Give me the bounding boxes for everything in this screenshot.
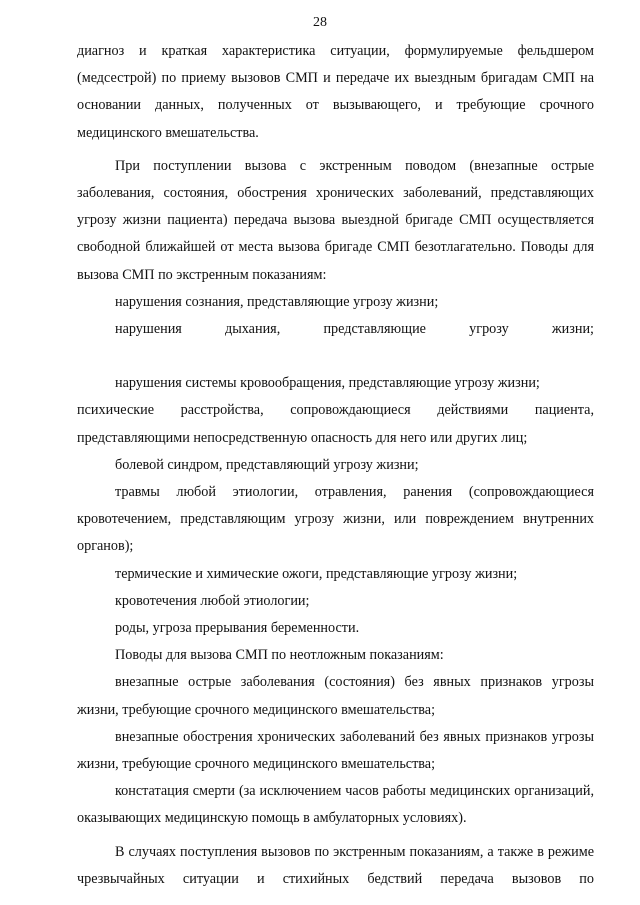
list-item-burns: термические и химические ожоги, представляющие угрозу жизни; — [115, 565, 518, 582]
list-item-injuries: травмы любой этиологии, отравления, ранения (сопровождающиеся кровотечением, представляющим угрозу жизни, или повреждением внутренних органов); — [77, 484, 594, 555]
paragraph-urgent-reasons-heading: Поводы для вызова СМП по неотложным показаниям: — [115, 647, 444, 664]
list-item-pain-syndrome: болевой синдром, представляющий угрозу жизни; — [115, 456, 419, 473]
list-item-bleeding: кровотечения любой этиологии; — [115, 592, 310, 609]
list-item-breathing: нарушения дыхания, представляющие угрозу жизни; — [115, 321, 594, 338]
list-item-mental-disorders: психические расстройства, сопровождающиеся действиями пациента, представляющими непосредственную опасность для него или других лиц; — [77, 402, 594, 446]
list-item-circulation: нарушения системы кровообращения, представляющие угрозу жизни; — [115, 375, 540, 392]
paragraph-emergency-call-transfer: При поступлении вызова с экстренным поводом (внезапные острые заболевания, состояния, обострения хронических заболеваний, представляющих угрозу жизни пациента) передача вызова выездной бригаде СМП осуществляется свободной ближайшей от места вызова бригаде СМП безотлагательно. Поводы для вызова СМП по экстренным показаниям: — [77, 157, 594, 283]
list-item-childbirth: роды, угроза прерывания беременности. — [115, 620, 360, 637]
list-item-death-confirmation: констатация смерти (за исключением часов работы медицинских организаций, оказывающих медицинскую помощь в амбулаторных условиях). — [77, 783, 594, 827]
page-number: 28 — [313, 15, 327, 30]
blank-line — [77, 343, 594, 370]
paragraph-emergency-mode-transfer: В случаях поступления вызовов по экстренным показаниям, а также в режиме чрезвычайных ситуации и стихийных бедствий передача вызовов по — [77, 843, 594, 887]
list-item-consciousness: нарушения сознания, представляющие угрозу жизни; — [115, 293, 439, 310]
paragraph-diagnosis-continuation: диагноз и краткая характеристика ситуации, формулируемые фельдшером (медсестрой) по приему вызовов СМП и передаче их выездным бригадам СМП на основании данных, полученных от вызывающего, и требующие срочного медицинского вмешательства. — [77, 43, 594, 141]
document-body — [77, 38, 594, 893]
list-item-acute-diseases: внезапные острые заболевания (состояния) без явных признаков угрозы жизни, требующие срочного медицинского вмешательства; — [77, 674, 594, 718]
list-item-chronic-exacerbations: внезапные обострения хронических заболеваний без явных признаков угрозы жизни, требующие срочного медицинского вмешательства; — [77, 728, 594, 773]
